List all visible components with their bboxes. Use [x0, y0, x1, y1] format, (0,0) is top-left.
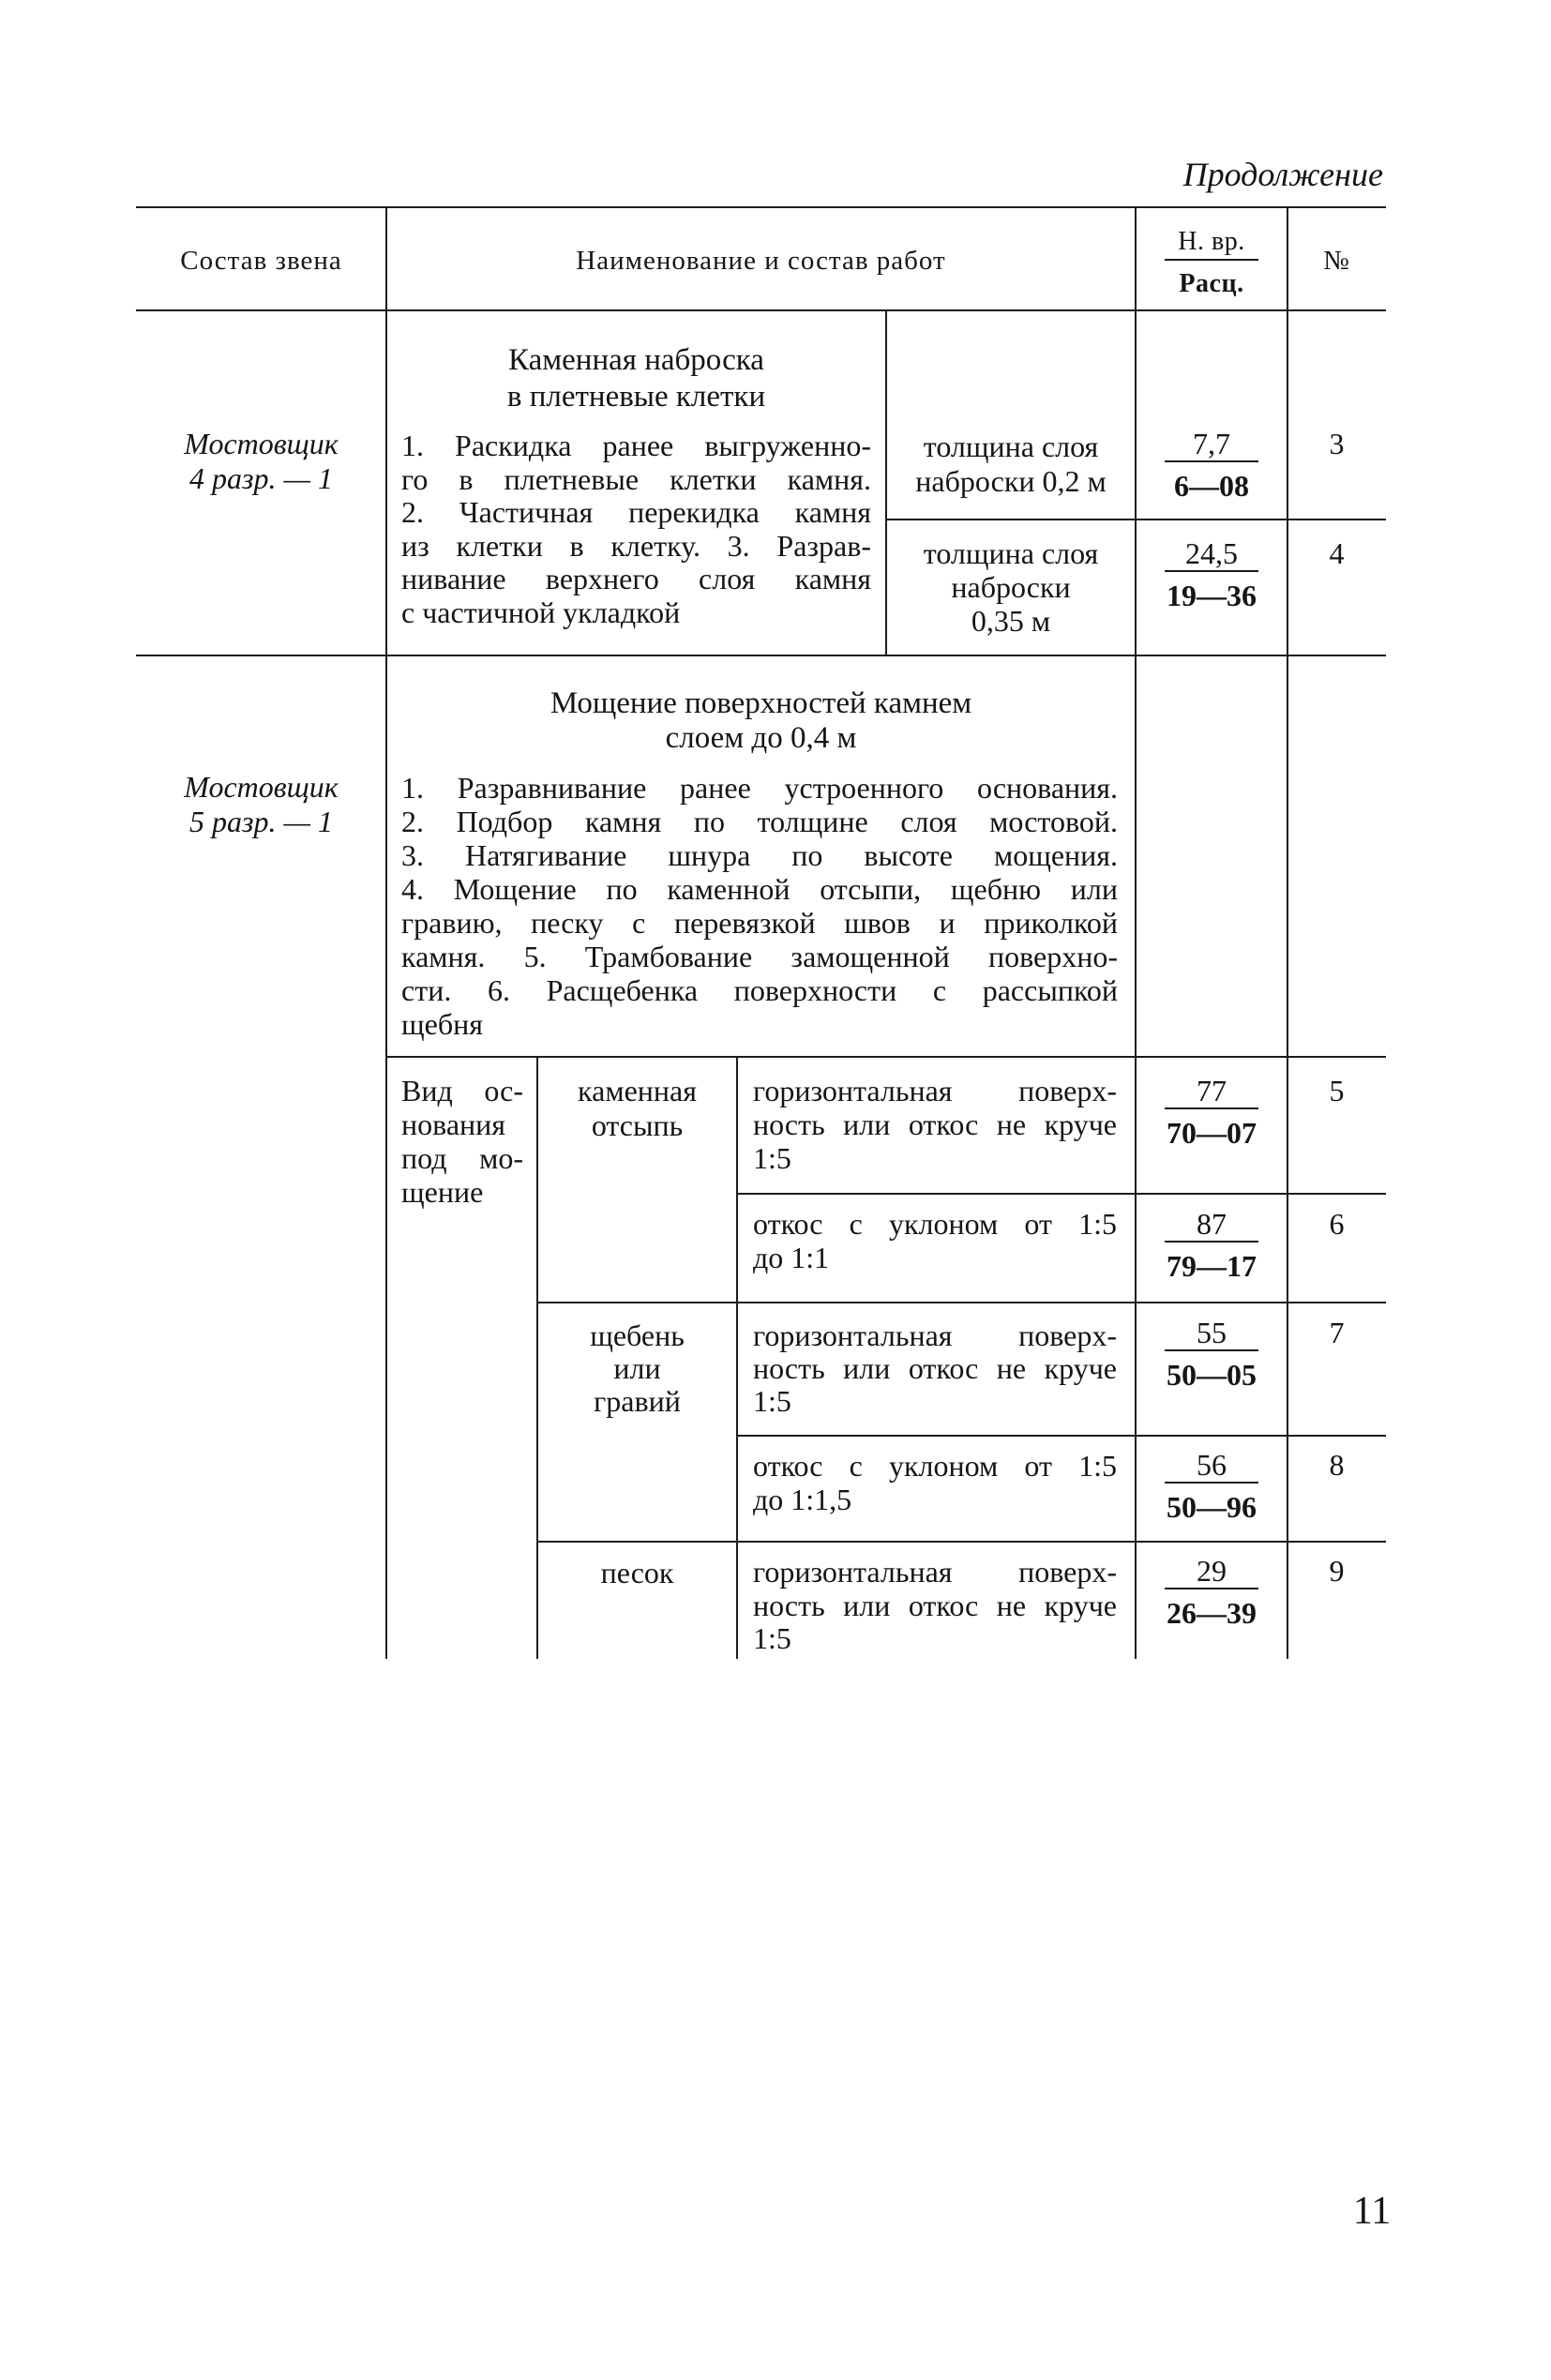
- row-description-line: горизонтальная поверх-: [753, 1318, 1117, 1352]
- header-bottom-rule: [136, 309, 1386, 311]
- base-type-label: [401, 1074, 523, 1209]
- description-line: щебня: [401, 1007, 483, 1041]
- description-line: 3. Натягивание шнура по высоте мощения.: [401, 838, 1118, 872]
- base-group-line: песок: [600, 1556, 674, 1589]
- norm-rate-fraction: [1136, 1207, 1287, 1289]
- piece-rate: 79—17: [1167, 1249, 1257, 1283]
- crew-trade: Мостовщик: [184, 770, 339, 804]
- time-norm: 7,7: [1165, 427, 1258, 462]
- layer-label-line: толщина слоя: [923, 536, 1099, 570]
- row-description-line: ность или откос не круче: [753, 1588, 1117, 1622]
- work-description: [401, 429, 871, 630]
- base-type-label-line: щение: [401, 1175, 484, 1209]
- crew-trade: Мостовщик: [184, 427, 339, 460]
- base-type-label-line: нования: [401, 1107, 505, 1141]
- norm-cell: [1136, 1316, 1287, 1351]
- column-divider: [1135, 206, 1137, 1659]
- layer-label-line: наброски: [951, 570, 1071, 604]
- layer-label-line: 0,35 м: [971, 604, 1051, 638]
- row-description-line: откос с уклоном от 1:5: [753, 1449, 1117, 1483]
- section-title-line: Мощение поверхностей камнем: [550, 686, 972, 720]
- row-number: 7: [1329, 1316, 1345, 1349]
- section-divider-rule: [136, 655, 1386, 656]
- norm-cell: [1136, 1448, 1287, 1484]
- base-group-name: [537, 1556, 737, 1589]
- layer-label-line: наброски 0,2 м: [915, 464, 1107, 498]
- layer-thickness-label: [886, 536, 1136, 638]
- description-line: 4. Мощение по каменной отсыпи, щебню или: [401, 872, 1118, 906]
- base-group-line: каменная: [578, 1074, 697, 1107]
- group-divider-rule: [537, 1541, 1386, 1543]
- description-line: 1. Разравнивание ранее устроенного основания.: [401, 771, 1118, 805]
- section-title-line: Каменная наброска: [508, 343, 764, 377]
- time-norm: 87: [1165, 1207, 1258, 1243]
- header-number: №: [1323, 246, 1350, 276]
- row-description: [753, 1556, 1117, 1656]
- row-description: [753, 1319, 1117, 1418]
- norm-rate-fraction: [1136, 536, 1287, 619]
- header-norm-cell: [1136, 225, 1287, 261]
- row-number: 9: [1329, 1554, 1345, 1588]
- row-description-line: 1:5: [753, 1621, 791, 1655]
- row-description: [753, 1074, 1117, 1175]
- row-number: 4: [1329, 536, 1345, 570]
- row-divider-rule: [737, 1435, 1386, 1437]
- work-description: [401, 771, 1118, 1041]
- table-top-rule: [136, 206, 1386, 208]
- row-description: [753, 1207, 1117, 1274]
- norm-rate-fraction: [1136, 1074, 1287, 1156]
- continuation-label: Продолжение: [1182, 156, 1383, 193]
- base-type-label-line: Вид ос-: [401, 1074, 523, 1107]
- row-description-line: ность или откос не круче: [753, 1107, 1117, 1141]
- group-divider-rule: [537, 1302, 1386, 1303]
- piece-rate: 6—08: [1174, 469, 1249, 503]
- row-description-line: горизонтальная поверх-: [753, 1074, 1117, 1107]
- row-number: 6: [1329, 1207, 1345, 1241]
- base-group-line: отсыпь: [591, 1108, 684, 1142]
- time-norm: 29: [1165, 1554, 1258, 1589]
- base-group-name: [537, 1319, 737, 1418]
- norm-cell: [1136, 1074, 1287, 1109]
- row-description: [753, 1449, 1117, 1516]
- norm-cell: [1136, 427, 1287, 462]
- description-line: 1. Раскидка ранее выгруженно-: [401, 429, 871, 462]
- row-description-line: 1:5: [753, 1384, 791, 1418]
- row-description-line: ность или откос не круче: [753, 1351, 1117, 1385]
- base-group-name: [537, 1074, 737, 1143]
- norm-cell: [1136, 1554, 1287, 1589]
- norm-rate-fraction: [1136, 1554, 1287, 1636]
- crew-grade: 4 разр. — 1: [189, 461, 333, 495]
- piece-rate: 50—96: [1167, 1490, 1257, 1524]
- base-group-line: или: [613, 1351, 661, 1385]
- section-title-line: слоем до 0,4 м: [665, 721, 857, 755]
- section-title: [386, 686, 1136, 756]
- description-line: сти. 6. Расщебенка поверхности с рассыпкой: [401, 973, 1118, 1007]
- row-description-line: до 1:1,5: [753, 1483, 852, 1516]
- row-number: 5: [1329, 1074, 1345, 1107]
- time-norm: 24,5: [1165, 536, 1258, 572]
- description-line: 2. Подбор камня по толщине слоя мостовой.: [401, 805, 1118, 838]
- header-norm: Н. вр.: [1165, 225, 1258, 261]
- description-line: нивание верхнего слоя камня: [401, 562, 871, 596]
- time-norm: 77: [1165, 1074, 1258, 1109]
- section-title: [386, 342, 886, 415]
- piece-rate: 26—39: [1167, 1596, 1257, 1630]
- header-work: Наименование и состав работ: [576, 246, 946, 276]
- norm-rate-fraction: [1136, 427, 1287, 509]
- description-line: камня. 5. Трамбование замощенной поверхно-: [401, 940, 1118, 973]
- page-number: 11: [1352, 2190, 1392, 2233]
- base-type-label-line: под мо-: [401, 1141, 523, 1175]
- header-crew: Состав звена: [180, 246, 342, 276]
- norm-rate-fraction: [1136, 1316, 1287, 1398]
- description-line: 2. Частичная перекидка камня: [401, 495, 871, 530]
- time-norm: 56: [1165, 1448, 1258, 1484]
- row-number: 3: [1329, 427, 1345, 460]
- row-number: 8: [1329, 1448, 1345, 1482]
- description-line: из клетки в клетку. 3. Разрав-: [401, 528, 871, 563]
- column-divider: [385, 206, 387, 1659]
- section-title-line: в плетневые клетки: [506, 380, 766, 414]
- row-description-line: 1:5: [753, 1141, 791, 1175]
- time-norm: 55: [1165, 1316, 1258, 1351]
- header-rate: Расц.: [1179, 269, 1244, 298]
- layer-thickness-label: [886, 429, 1136, 499]
- section-crew: [136, 770, 386, 839]
- base-group-line: щебень: [590, 1318, 685, 1352]
- section-crew: [136, 427, 386, 496]
- crew-grade: 5 разр. — 1: [189, 805, 333, 838]
- piece-rate: 50—05: [1167, 1358, 1257, 1392]
- norm-cell: [1136, 536, 1287, 572]
- column-divider: [1287, 206, 1288, 1659]
- layer-label-line: толщина слоя: [923, 429, 1099, 463]
- piece-rate: 19—36: [1167, 579, 1257, 612]
- row-description-line: горизонтальная поверх-: [753, 1555, 1117, 1589]
- row-divider-rule: [737, 1193, 1386, 1195]
- description-line: го в плетневые клетки камня.: [401, 461, 871, 496]
- piece-rate: 70—07: [1167, 1116, 1257, 1150]
- header-norm-rate: [1136, 225, 1287, 308]
- base-group-line: гравий: [594, 1384, 681, 1418]
- norm-rate-fraction: [1136, 1448, 1287, 1530]
- norm-cell: [1136, 1207, 1287, 1243]
- row-description-line: откос с уклоном от 1:5: [753, 1207, 1117, 1241]
- description-line: гравию, песку с перевязкой швов и приколкой: [401, 906, 1118, 940]
- description-line: с частичной укладкой: [401, 595, 681, 629]
- row-description-line: до 1:1: [753, 1241, 830, 1274]
